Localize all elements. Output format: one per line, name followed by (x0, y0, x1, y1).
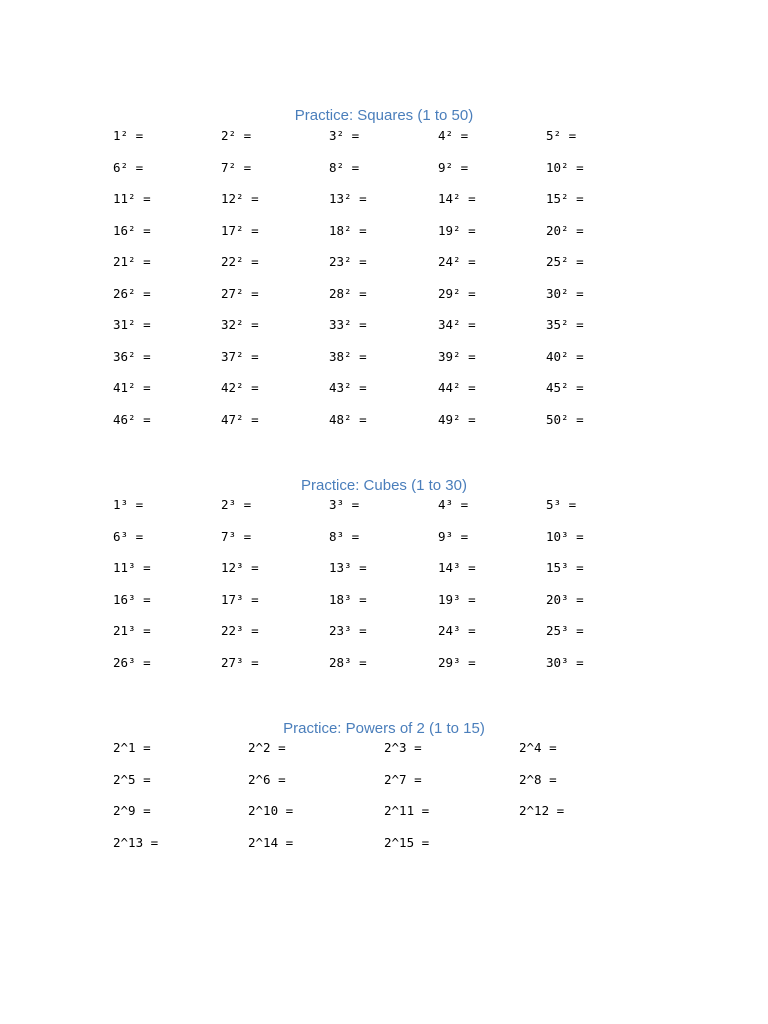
problem-item: 2^14 = (248, 834, 294, 850)
problem-item: 10³ = (546, 528, 584, 544)
problem-item: 33² = (329, 317, 367, 332)
problem-item: 5³ = (546, 497, 577, 512)
problem-item: 2^12 = (519, 803, 565, 818)
problem-item: 8³ = (329, 528, 360, 544)
problem-item: 13² = (329, 191, 367, 206)
problem-item: 41² = (113, 380, 151, 395)
problem-item: 6³ = (113, 528, 144, 544)
problem-item: 2² = (221, 128, 252, 143)
problem-item: 19³ = (438, 591, 476, 607)
problem-item: 18² = (329, 222, 367, 238)
problem-item: 42² = (221, 380, 259, 395)
problem-item: 47² = (221, 411, 259, 427)
problem-item: 22² = (221, 254, 259, 269)
problem-item: 2^9 = (113, 803, 151, 818)
problem-item: 28³ = (329, 654, 367, 670)
problem-item: 18³ = (329, 591, 367, 607)
problem-item: 7³ = (221, 528, 252, 544)
problem-item: 11² = (113, 191, 151, 206)
problem-item: 23² = (329, 254, 367, 269)
problem-item: 2^13 = (113, 834, 159, 850)
problem-item: 37² = (221, 348, 259, 364)
problem-item: 4² = (438, 128, 469, 143)
problem-item: 3² = (329, 128, 360, 143)
problem-item: 12³ = (221, 560, 259, 575)
problem-item: 3³ = (329, 497, 360, 512)
problem-item: 6² = (113, 159, 144, 175)
problem-item: 14³ = (438, 560, 476, 575)
problem-item: 9³ = (438, 528, 469, 544)
problem-item: 1² = (113, 128, 144, 143)
problem-item: 31² = (113, 317, 151, 332)
cubes-heading: Practice: Cubes (1 to 30) (301, 477, 467, 494)
problem-item: 9² = (438, 159, 469, 175)
problem-item: 35² = (546, 317, 584, 332)
problem-item: 13³ = (329, 560, 367, 575)
problem-item: 2^3 = (384, 740, 422, 755)
problem-item: 27³ = (221, 654, 259, 670)
problem-item: 8² = (329, 159, 360, 175)
problem-item: 44² = (438, 380, 476, 395)
problem-item: 38² = (329, 348, 367, 364)
problem-item: 19² = (438, 222, 476, 238)
problem-item: 26² = (113, 285, 151, 301)
problem-item: 46² = (113, 411, 151, 427)
problem-item: 5² = (546, 128, 577, 143)
problem-item: 34² = (438, 317, 476, 332)
problem-item: 1³ = (113, 497, 144, 512)
problem-item: 49² = (438, 411, 476, 427)
problem-item: 45² = (546, 380, 584, 395)
problem-item: 15² = (546, 191, 584, 206)
problem-item: 17³ = (221, 591, 259, 607)
problem-item: 2³ = (221, 497, 252, 512)
problem-item: 15³ = (546, 560, 584, 575)
problem-item: 26³ = (113, 654, 151, 670)
problem-item: 20² = (546, 222, 584, 238)
problem-item: 2^10 = (248, 803, 294, 818)
problem-item: 25² = (546, 254, 584, 269)
problem-item: 30³ = (546, 654, 584, 670)
problem-item: 2^5 = (113, 771, 151, 787)
problem-item: 24³ = (438, 623, 476, 638)
problem-item: 2^1 = (113, 740, 151, 755)
problem-item: 40² = (546, 348, 584, 364)
problem-item: 21³ = (113, 623, 151, 638)
problem-item: 12² = (221, 191, 259, 206)
problem-item: 2^2 = (248, 740, 286, 755)
problem-item: 29² = (438, 285, 476, 301)
problem-item: 22³ = (221, 623, 259, 638)
problem-item: 7² = (221, 159, 252, 175)
squares-heading: Practice: Squares (1 to 50) (294, 107, 474, 124)
problem-item: 10² = (546, 159, 584, 175)
problem-item: 32² = (221, 317, 259, 332)
problem-item: 17² = (221, 222, 259, 238)
problem-item: 39² = (438, 348, 476, 364)
problem-item: 2^11 = (384, 803, 430, 818)
problem-item: 2^4 = (519, 740, 557, 755)
problem-item: 21² = (113, 254, 151, 269)
problem-item: 50² = (546, 411, 584, 427)
problem-item: 16² = (113, 222, 151, 238)
problem-item: 48² = (329, 411, 367, 427)
powers-of-2-heading: Practice: Powers of 2 (1 to 15) (283, 720, 485, 737)
problem-item: 2^6 = (248, 771, 286, 787)
problem-item: 30² = (546, 285, 584, 301)
problem-item: 36² = (113, 348, 151, 364)
problem-item: 23³ = (329, 623, 367, 638)
problem-item: 43² = (329, 380, 367, 395)
problem-item: 27² = (221, 285, 259, 301)
problem-item: 2^8 = (519, 771, 557, 787)
problem-item: 2^15 = (384, 834, 430, 850)
problem-item: 20³ = (546, 591, 584, 607)
problem-item: 11³ = (113, 560, 151, 575)
problem-item: 25³ = (546, 623, 584, 638)
problem-item: 16³ = (113, 591, 151, 607)
problem-item: 14² = (438, 191, 476, 206)
problem-item: 29³ = (438, 654, 476, 670)
problem-item: 4³ = (438, 497, 469, 512)
problem-item: 28² = (329, 285, 367, 301)
problem-item: 2^7 = (384, 771, 422, 787)
problem-item: 24² = (438, 254, 476, 269)
